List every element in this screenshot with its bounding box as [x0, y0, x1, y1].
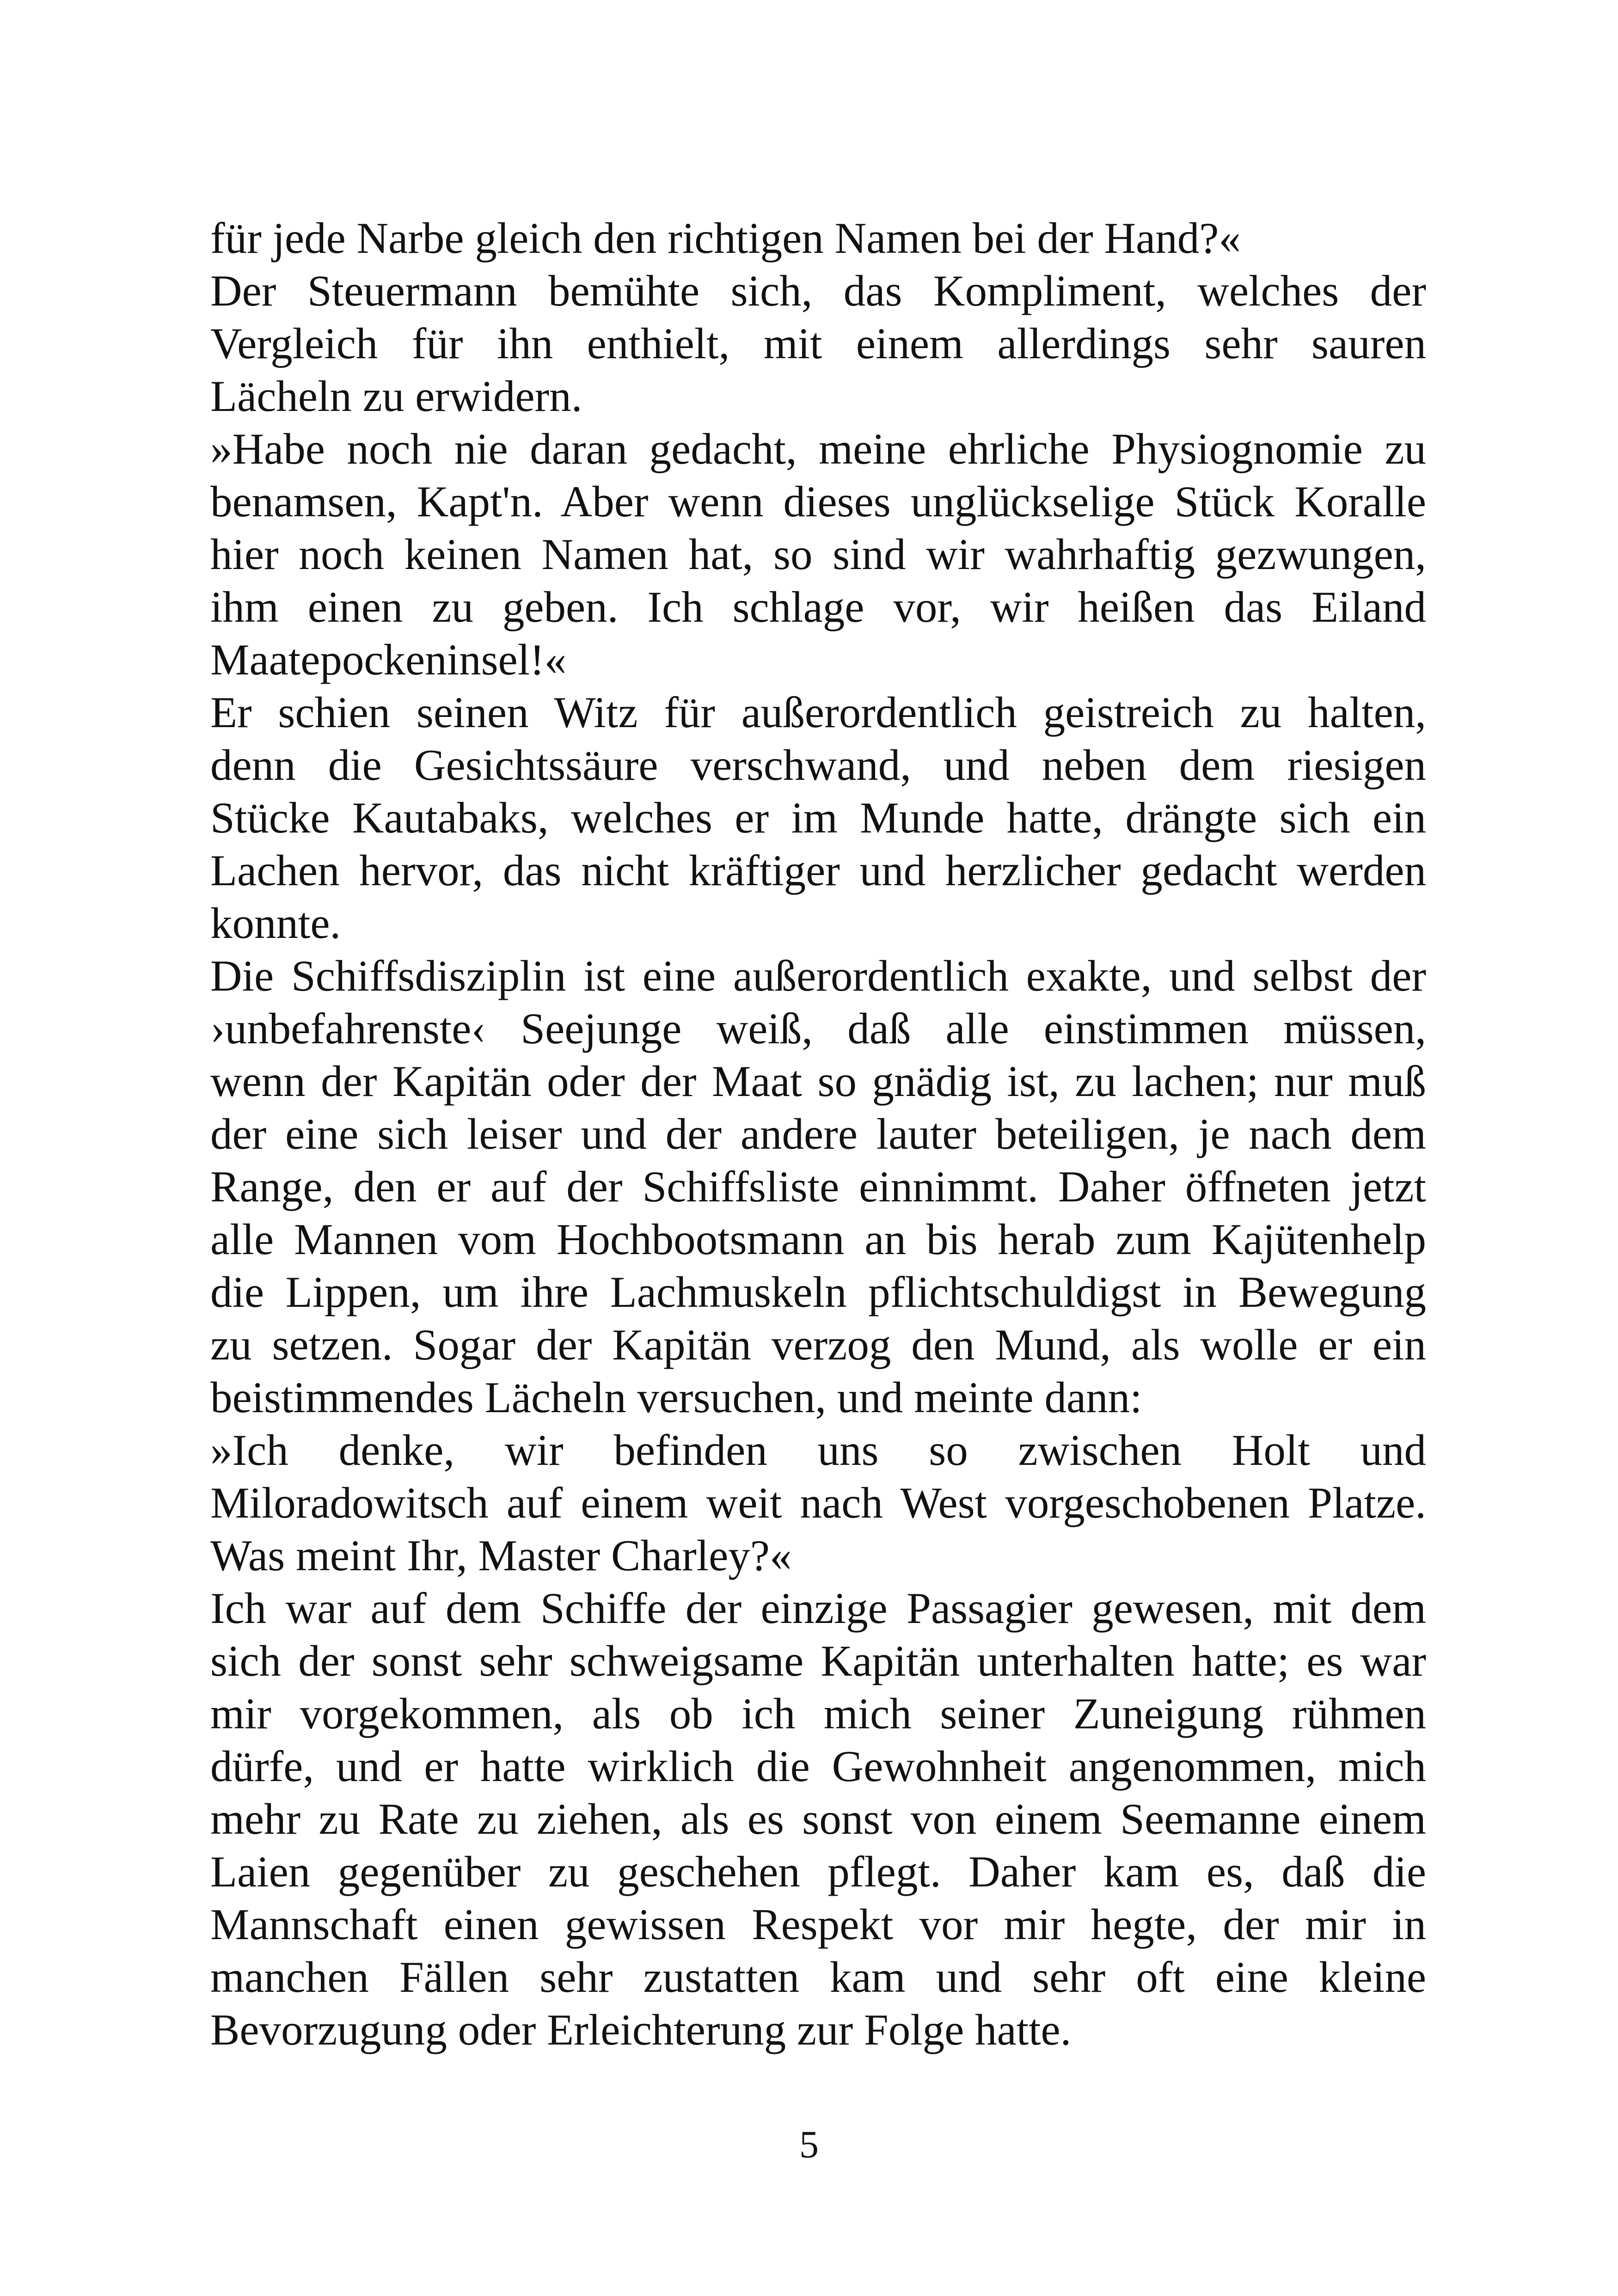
text-line: Maatepockeninsel!« — [210, 635, 567, 684]
text-line: Vergleich für ihn enthielt, mit einem allerdings sehr sauren — [210, 319, 1426, 368]
text-line: Die Schiffsdisziplin ist eine außerordentlich exakte, und selbst der — [210, 951, 1426, 1000]
text-line: hier noch keinen Namen hat, so sind wir wahrhaftig gezwungen, — [210, 530, 1426, 579]
text-line: mir vorgekommen, als ob ich mich seiner Zuneigung rühmen — [210, 1689, 1426, 1738]
text-line: die Lippen, um ihre Lachmuskeln pflichtschuldigst in Bewegung — [210, 1267, 1426, 1316]
text-line: zu setzen. Sogar der Kapitän verzog den Mund, als wolle er ein — [210, 1320, 1426, 1369]
text-line: dürfe, und er hatte wirklich die Gewohnheit angenommen, mich — [210, 1742, 1426, 1791]
text-line: Range, den er auf der Schiffsliste einnimmt. Daher öffneten jetzt — [210, 1162, 1426, 1211]
text-line: mehr zu Rate zu ziehen, als es sonst von einem Seemanne einem — [210, 1794, 1426, 1843]
text-line: Miloradowitsch auf einem weit nach West vorgeschobenen Platze. — [210, 1478, 1426, 1527]
text-line: Mannschaft einen gewissen Respekt vor mir hegte, der mir in — [210, 1900, 1426, 1949]
text-line: Bevorzugung oder Erleichterung zur Folge hatte. — [210, 2005, 1072, 2054]
text-line: Lachen hervor, das nicht kräftiger und herzlicher gedacht werden — [210, 846, 1426, 895]
text-line: wenn der Kapitän oder der Maat so gnädig ist, zu lachen; nur muß — [210, 1057, 1426, 1106]
text-line: Was meint Ihr, Master Charley?« — [210, 1531, 792, 1580]
text-line: alle Mannen vom Hochbootsmann an bis herab zum Kajütenhelp — [210, 1215, 1426, 1264]
text-line: Ich war auf dem Schiffe der einzige Passagier gewesen, mit dem — [210, 1584, 1426, 1633]
text-line: Er schien seinen Witz für außerordentlich geistreich zu halten, — [210, 688, 1426, 737]
text-line: Stücke Kautabaks, welches er im Munde hatte, drängte sich ein — [210, 793, 1426, 842]
text-line: sich der sonst sehr schweigsame Kapitän unterhalten hatte; es war — [210, 1636, 1426, 1685]
body-text — [210, 212, 1426, 2056]
text-line: manchen Fällen sehr zustatten kam und sehr oft eine kleine — [210, 1953, 1426, 2002]
text-line: der eine sich leiser und der andere lauter beteiligen, je nach dem — [210, 1109, 1426, 1158]
text-line: »Habe noch nie daran gedacht, meine ehrliche Physiognomie zu — [210, 424, 1426, 473]
text-line: ihm einen zu geben. Ich schlage vor, wir heißen das Eiland — [210, 582, 1426, 631]
text-line: ›unbefahrenste‹ Seejunge weiß, daß alle einstimmen müssen, — [210, 1004, 1426, 1053]
text-line: Laien gegenüber zu geschehen pflegt. Daher kam es, daß die — [210, 1847, 1426, 1896]
text-line: Der Steuermann bemühte sich, das Kompliment, welches der — [210, 266, 1426, 315]
text-line: benamsen, Kapt'n. Aber wenn dieses unglückselige Stück Koralle — [210, 477, 1426, 526]
text-line: konnte. — [210, 899, 341, 948]
text-line: für jede Narbe gleich den richtigen Namen bei der Hand?« — [210, 214, 1241, 263]
text-line: denn die Gesichtssäure verschwand, und neben dem riesigen — [210, 741, 1426, 790]
text-line: beistimmendes Lächeln versuchen, und meinte dann: — [210, 1373, 1142, 1422]
page-number: 5 — [799, 2123, 819, 2166]
text-line: Lächeln zu erwidern. — [210, 372, 582, 421]
text-line: »Ich denke, wir befinden uns so zwischen Holt und — [210, 1426, 1426, 1475]
